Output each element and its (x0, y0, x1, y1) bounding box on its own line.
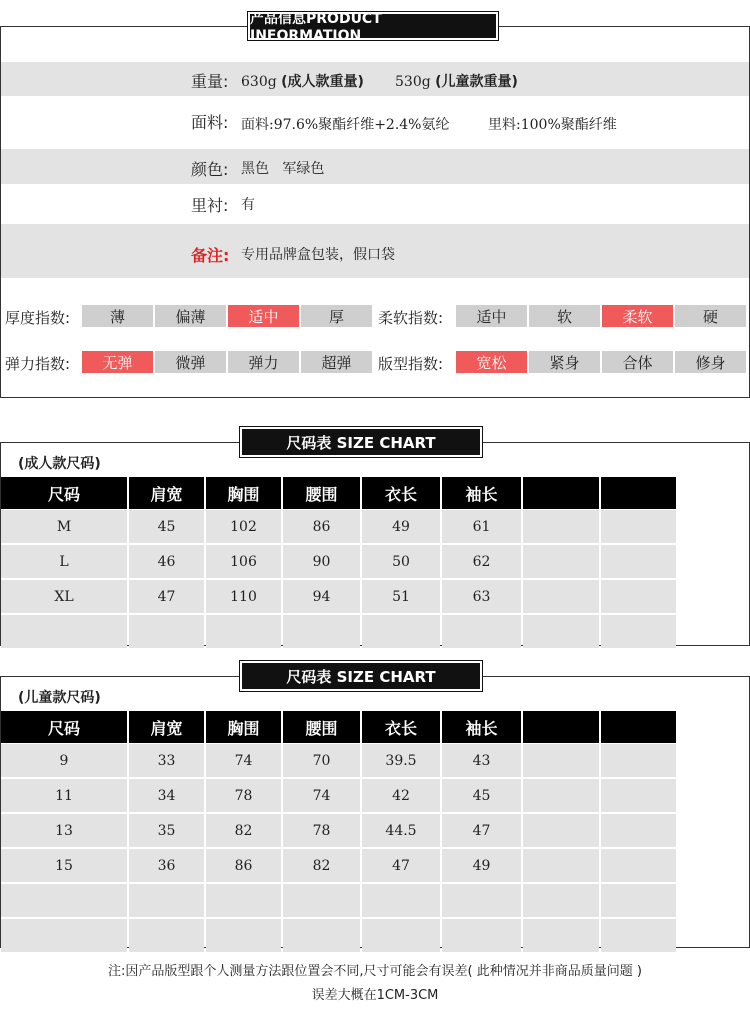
adult-size-chart-header: 尺码表 SIZE CHART (240, 427, 482, 457)
table-cell (523, 849, 599, 882)
column-header: 衣长 (362, 477, 440, 509)
table-row (0, 814, 750, 848)
column-header (601, 477, 676, 509)
table-cell (601, 849, 676, 882)
column-header: 尺码 (1, 477, 127, 509)
tolerance-note: 误差大概在1CM-3CM (311, 988, 439, 1003)
column-header: 尺码 (1, 711, 127, 743)
table-cell: 74 (206, 744, 281, 777)
color-row (1, 149, 749, 184)
table-cell: 44.5 (362, 814, 440, 847)
elasticity-option: 微弹 (155, 351, 226, 373)
table-cell: 61 (442, 510, 521, 543)
table-cell: 102 (206, 510, 281, 543)
table-cell (283, 919, 360, 952)
child-weight-note: (儿童款重量) (435, 74, 518, 90)
table-cell: 78 (283, 814, 360, 847)
table-row (0, 919, 750, 953)
table-cell (601, 884, 676, 917)
table-cell (1, 884, 127, 917)
table-cell (601, 814, 676, 847)
table-cell: 106 (206, 545, 281, 578)
softness-option-selected: 柔软 (602, 305, 673, 327)
adult-header-row (0, 477, 750, 511)
column-header: 胸围 (206, 477, 281, 509)
fit-option-selected: 宽松 (456, 351, 527, 373)
elasticity-label: 弹力指数: (5, 355, 71, 373)
table-cell: 62 (442, 545, 521, 578)
table-cell (523, 744, 599, 777)
table-cell: 50 (362, 545, 440, 578)
table-cell (283, 615, 360, 648)
weight-value (241, 71, 364, 91)
child-size-subtitle: (儿童款尺码) (18, 690, 101, 706)
table-cell (1, 615, 127, 648)
table-cell (601, 919, 676, 952)
table-cell (601, 744, 676, 777)
table-cell: 33 (129, 744, 204, 777)
lining-label: 里衬: (191, 196, 229, 215)
table-cell (523, 814, 599, 847)
fit-option: 合体 (602, 351, 673, 373)
table-cell: 110 (206, 580, 281, 613)
table-cell: 86 (206, 849, 281, 882)
column-header: 袖长 (442, 477, 521, 509)
table-cell (601, 779, 676, 812)
thickness-option-selected: 适中 (228, 305, 299, 327)
fabric-lining: 里料:100%聚酯纤维 (488, 117, 617, 133)
table-cell: 47 (362, 849, 440, 882)
column-header: 肩宽 (129, 711, 204, 743)
table-row (0, 580, 750, 614)
elasticity-option: 弹力 (228, 351, 299, 373)
table-cell: L (1, 545, 127, 578)
table-row (0, 779, 750, 813)
fabric-row (1, 100, 749, 144)
table-row (0, 849, 750, 883)
table-cell: 90 (283, 545, 360, 578)
table-cell (523, 884, 599, 917)
softness-option: 适中 (456, 305, 527, 327)
fabric-outer: 面料:97.6%聚酯纤维+2.4%氨纶 (241, 117, 450, 133)
column-header: 衣长 (362, 711, 440, 743)
column-header (523, 711, 599, 743)
table-cell: 11 (1, 779, 127, 812)
table-cell (129, 919, 204, 952)
table-cell (523, 779, 599, 812)
table-cell (206, 884, 281, 917)
fabric-label: 面料: (191, 113, 229, 132)
table-cell: 46 (129, 545, 204, 578)
table-cell: 42 (362, 779, 440, 812)
table-cell: XL (1, 580, 127, 613)
adult-weight-note: (成人款重量) (281, 74, 364, 90)
table-cell: 82 (283, 849, 360, 882)
table-cell (523, 919, 599, 952)
table-cell (601, 580, 676, 613)
measurement-note: 注:因产品版型跟个人测量方法跟位置会不同,尺寸可能会有误差( 此种情况并非商品质量问题 ) (108, 964, 642, 979)
table-cell: 74 (283, 779, 360, 812)
table-cell (362, 919, 440, 952)
thickness-label: 厚度指数: (5, 309, 71, 327)
table-cell: 49 (362, 510, 440, 543)
column-header: 肩宽 (129, 477, 204, 509)
column-header: 腰围 (283, 477, 360, 509)
fit-label: 版型指数: (378, 355, 444, 373)
table-cell (442, 615, 521, 648)
table-cell: 13 (1, 814, 127, 847)
table-row (0, 545, 750, 579)
table-cell: 43 (442, 744, 521, 777)
softness-option: 软 (529, 305, 600, 327)
table-cell: 82 (206, 814, 281, 847)
column-header: 胸围 (206, 711, 281, 743)
table-cell: 36 (129, 849, 204, 882)
remark-value: 专用品牌盒包装，假口袋 (241, 247, 395, 263)
softness-option: 硬 (675, 305, 746, 327)
child-size-chart-header: 尺码表 SIZE CHART (240, 661, 482, 691)
table-cell (362, 884, 440, 917)
table-cell: M (1, 510, 127, 543)
table-cell: 78 (206, 779, 281, 812)
column-header (601, 711, 676, 743)
table-cell: 47 (442, 814, 521, 847)
table-cell (442, 919, 521, 952)
remark-row (1, 224, 749, 278)
table-cell: 45 (129, 510, 204, 543)
weight-row (1, 62, 749, 96)
table-cell: 49 (442, 849, 521, 882)
table-cell (1, 919, 127, 952)
fit-option: 紧身 (529, 351, 600, 373)
elasticity-option-selected: 无弹 (82, 351, 153, 373)
table-cell: 39.5 (362, 744, 440, 777)
table-cell (442, 884, 521, 917)
child-weight-value (395, 71, 518, 91)
product-info-header: 产品信息PRODUCT INFORMATION (248, 12, 498, 40)
softness-label: 柔软指数: (378, 309, 444, 327)
table-cell (283, 884, 360, 917)
thickness-option: 厚 (301, 305, 372, 327)
table-cell: 63 (442, 580, 521, 613)
thickness-option: 偏薄 (155, 305, 226, 327)
column-header: 腰围 (283, 711, 360, 743)
thickness-option: 薄 (82, 305, 153, 327)
table-row (0, 510, 750, 544)
table-cell: 15 (1, 849, 127, 882)
weight-label: 重量: (191, 72, 229, 91)
table-cell (206, 919, 281, 952)
adult-size-subtitle: (成人款尺码) (18, 456, 101, 472)
table-cell (523, 545, 599, 578)
table-cell: 51 (362, 580, 440, 613)
table-cell (523, 580, 599, 613)
table-cell (129, 615, 204, 648)
color-label: 颜色: (191, 160, 229, 179)
child-weight: 530g (395, 74, 431, 90)
table-cell (206, 615, 281, 648)
table-cell (523, 615, 599, 648)
table-cell (601, 510, 676, 543)
table-row (0, 884, 750, 918)
adult-weight: 630g (241, 74, 277, 90)
lining-row (1, 186, 749, 220)
child-header-row (0, 711, 750, 745)
table-cell: 86 (283, 510, 360, 543)
table-cell (129, 884, 204, 917)
table-row (0, 744, 750, 778)
color-values: 黑色 军绿色 (241, 161, 325, 177)
table-cell (601, 545, 676, 578)
column-header: 袖长 (442, 711, 521, 743)
table-cell: 9 (1, 744, 127, 777)
table-cell: 47 (129, 580, 204, 613)
table-cell (601, 615, 676, 648)
lining-value: 有 (241, 197, 255, 213)
table-cell: 45 (442, 779, 521, 812)
table-cell (523, 510, 599, 543)
elasticity-option: 超弹 (301, 351, 372, 373)
table-row (0, 615, 750, 649)
fit-option: 修身 (675, 351, 746, 373)
column-header (523, 477, 599, 509)
table-cell: 34 (129, 779, 204, 812)
remark-label: 备注: (191, 246, 230, 265)
table-cell: 70 (283, 744, 360, 777)
table-cell: 94 (283, 580, 360, 613)
table-cell: 35 (129, 814, 204, 847)
table-cell (362, 615, 440, 648)
